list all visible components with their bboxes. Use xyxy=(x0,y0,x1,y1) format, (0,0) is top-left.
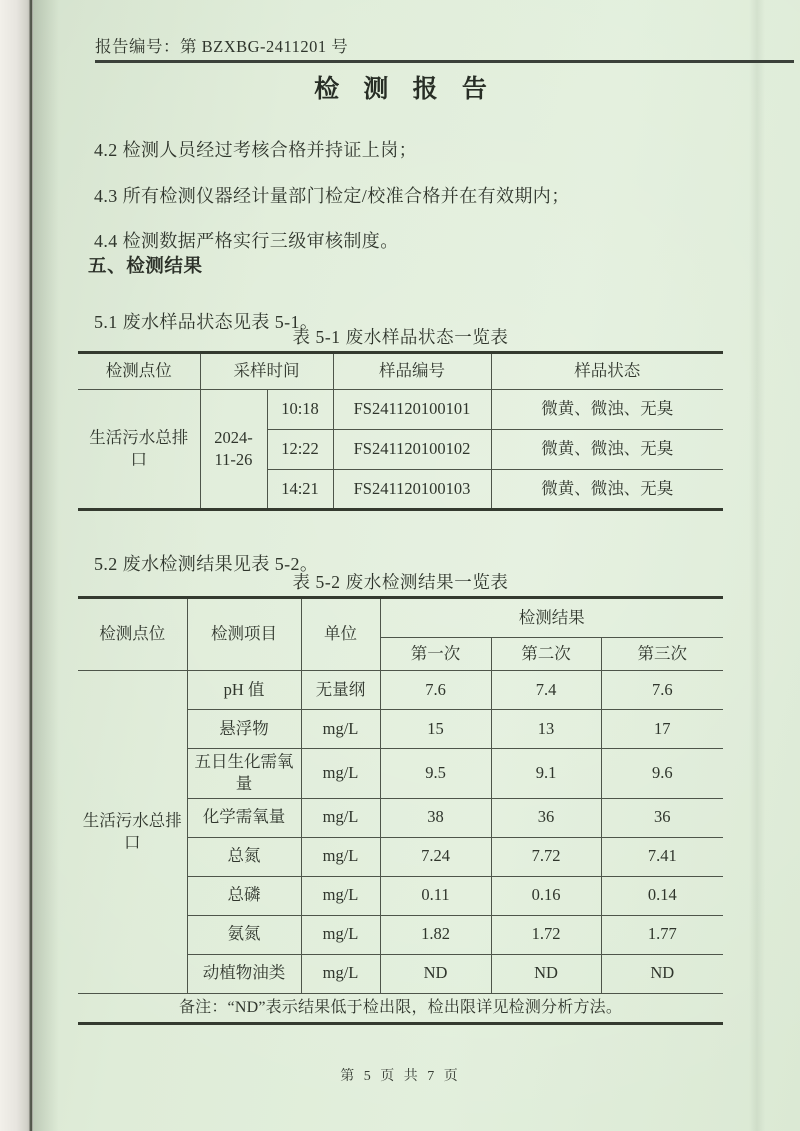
sample-time-cell: 12:22 xyxy=(267,430,333,470)
result3-cell: ND xyxy=(601,954,723,993)
table-note-row xyxy=(78,993,723,1023)
result2-cell: 13 xyxy=(491,710,601,749)
paper-crease xyxy=(749,0,765,1131)
table-row xyxy=(78,390,723,430)
col-header-sampling-time: 采样时间 xyxy=(200,353,333,390)
sample-no-cell: FS241120100101 xyxy=(333,390,491,430)
paragraph-4-2: 4.2 检测人员经过考核合格并持证上岗； xyxy=(94,140,417,160)
item-cell: 总磷 xyxy=(187,876,301,915)
paragraph-4-3: 4.3 所有检测仪器经计量部门检定/校准合格并在有效期内； xyxy=(94,186,570,206)
col-header-result: 检测结果 xyxy=(380,598,723,638)
unit-cell: mg/L xyxy=(301,710,380,749)
paragraph-5-2: 5.2 废水检测结果见表 5-2。 xyxy=(94,554,319,574)
sample-no-cell: FS241120100102 xyxy=(333,430,491,470)
book-page-edge xyxy=(0,0,30,1131)
result2-cell: 9.1 xyxy=(491,749,601,799)
page-content xyxy=(78,0,723,1131)
item-cell: 化学需氧量 xyxy=(187,798,301,837)
page-number: 第 5 页 共 7 页 xyxy=(340,1069,461,1084)
sample-status-cell: 微黄、微浊、无臭 xyxy=(491,430,723,470)
table-row xyxy=(78,671,723,710)
result1-cell: 1.82 xyxy=(380,915,491,954)
result2-cell: 0.16 xyxy=(491,876,601,915)
result3-cell: 36 xyxy=(601,798,723,837)
result1-cell: 7.24 xyxy=(380,837,491,876)
sample-time-cell: 14:21 xyxy=(267,470,333,510)
result1-cell: 9.5 xyxy=(380,749,491,799)
result3-cell: 9.6 xyxy=(601,749,723,799)
table-header-row xyxy=(78,353,723,390)
col-header-run1: 第一次 xyxy=(380,638,491,671)
result2-cell: 36 xyxy=(491,798,601,837)
page-title: 检 测 报 告 xyxy=(314,76,496,103)
sample-time-cell: 10:18 xyxy=(267,390,333,430)
paragraph-5-1: 5.1 废水样品状态见表 5-1。 xyxy=(94,312,319,332)
result1-cell: 0.11 xyxy=(380,876,491,915)
table-header-row xyxy=(78,598,723,638)
result3-cell: 7.41 xyxy=(601,837,723,876)
table-sample-status xyxy=(78,351,723,511)
result1-cell: 38 xyxy=(380,798,491,837)
table-5-1-caption: 表 5-1 废水样品状态一览表 xyxy=(292,327,509,347)
unit-cell: mg/L xyxy=(301,837,380,876)
note-cell: 备注：“ND”表示结果低于检出限，检出限详见检测分析方法。 xyxy=(78,993,723,1023)
unit-cell: mg/L xyxy=(301,876,380,915)
table-5-2-caption: 表 5-2 废水检测结果一览表 xyxy=(292,572,509,592)
unit-cell: mg/L xyxy=(301,954,380,993)
col-header-sample-no: 样品编号 xyxy=(333,353,491,390)
item-cell: 动植物油类 xyxy=(187,954,301,993)
result3-cell: 17 xyxy=(601,710,723,749)
unit-cell: 无量纲 xyxy=(301,671,380,710)
table-test-results xyxy=(78,596,723,1025)
section-5-heading: 五、检测结果 xyxy=(88,257,203,277)
sample-status-cell: 微黄、微浊、无臭 xyxy=(491,390,723,430)
col-header-item: 检测项目 xyxy=(187,598,301,671)
item-cell: 悬浮物 xyxy=(187,710,301,749)
item-cell: pH 值 xyxy=(187,671,301,710)
sample-date-cell: 2024-11-26 xyxy=(200,390,267,510)
result3-cell: 1.77 xyxy=(601,915,723,954)
item-cell: 五日生化需氧量 xyxy=(187,749,301,799)
col-header-point: 检测点位 xyxy=(78,598,187,671)
sample-point-cell: 生活污水总排口 xyxy=(78,671,187,994)
col-header-point: 检测点位 xyxy=(78,353,200,390)
item-cell: 氨氮 xyxy=(187,915,301,954)
report-number: 报告编号：第 BZXBG-2411201 号 xyxy=(95,37,349,56)
result3-cell: 7.6 xyxy=(601,671,723,710)
result2-cell: 7.4 xyxy=(491,671,601,710)
sample-no-cell: FS241120100103 xyxy=(333,470,491,510)
sample-point-cell: 生活污水总排口 xyxy=(78,390,200,510)
unit-cell: mg/L xyxy=(301,798,380,837)
result3-cell: 0.14 xyxy=(601,876,723,915)
col-header-unit: 单位 xyxy=(301,598,380,671)
result2-cell: ND xyxy=(491,954,601,993)
col-header-sample-status: 样品状态 xyxy=(491,353,723,390)
sample-status-cell: 微黄、微浊、无臭 xyxy=(491,470,723,510)
result2-cell: 7.72 xyxy=(491,837,601,876)
report-sheet xyxy=(33,0,800,1131)
unit-cell: mg/L xyxy=(301,915,380,954)
col-header-run2: 第二次 xyxy=(491,638,601,671)
spine-shadow xyxy=(33,0,59,1131)
paragraph-4-4: 4.4 检测数据严格实行三级审核制度。 xyxy=(94,231,399,251)
item-cell: 总氮 xyxy=(187,837,301,876)
result1-cell: 15 xyxy=(380,710,491,749)
result1-cell: 7.6 xyxy=(380,671,491,710)
unit-cell: mg/L xyxy=(301,749,380,799)
result2-cell: 1.72 xyxy=(491,915,601,954)
col-header-run3: 第三次 xyxy=(601,638,723,671)
result1-cell: ND xyxy=(380,954,491,993)
